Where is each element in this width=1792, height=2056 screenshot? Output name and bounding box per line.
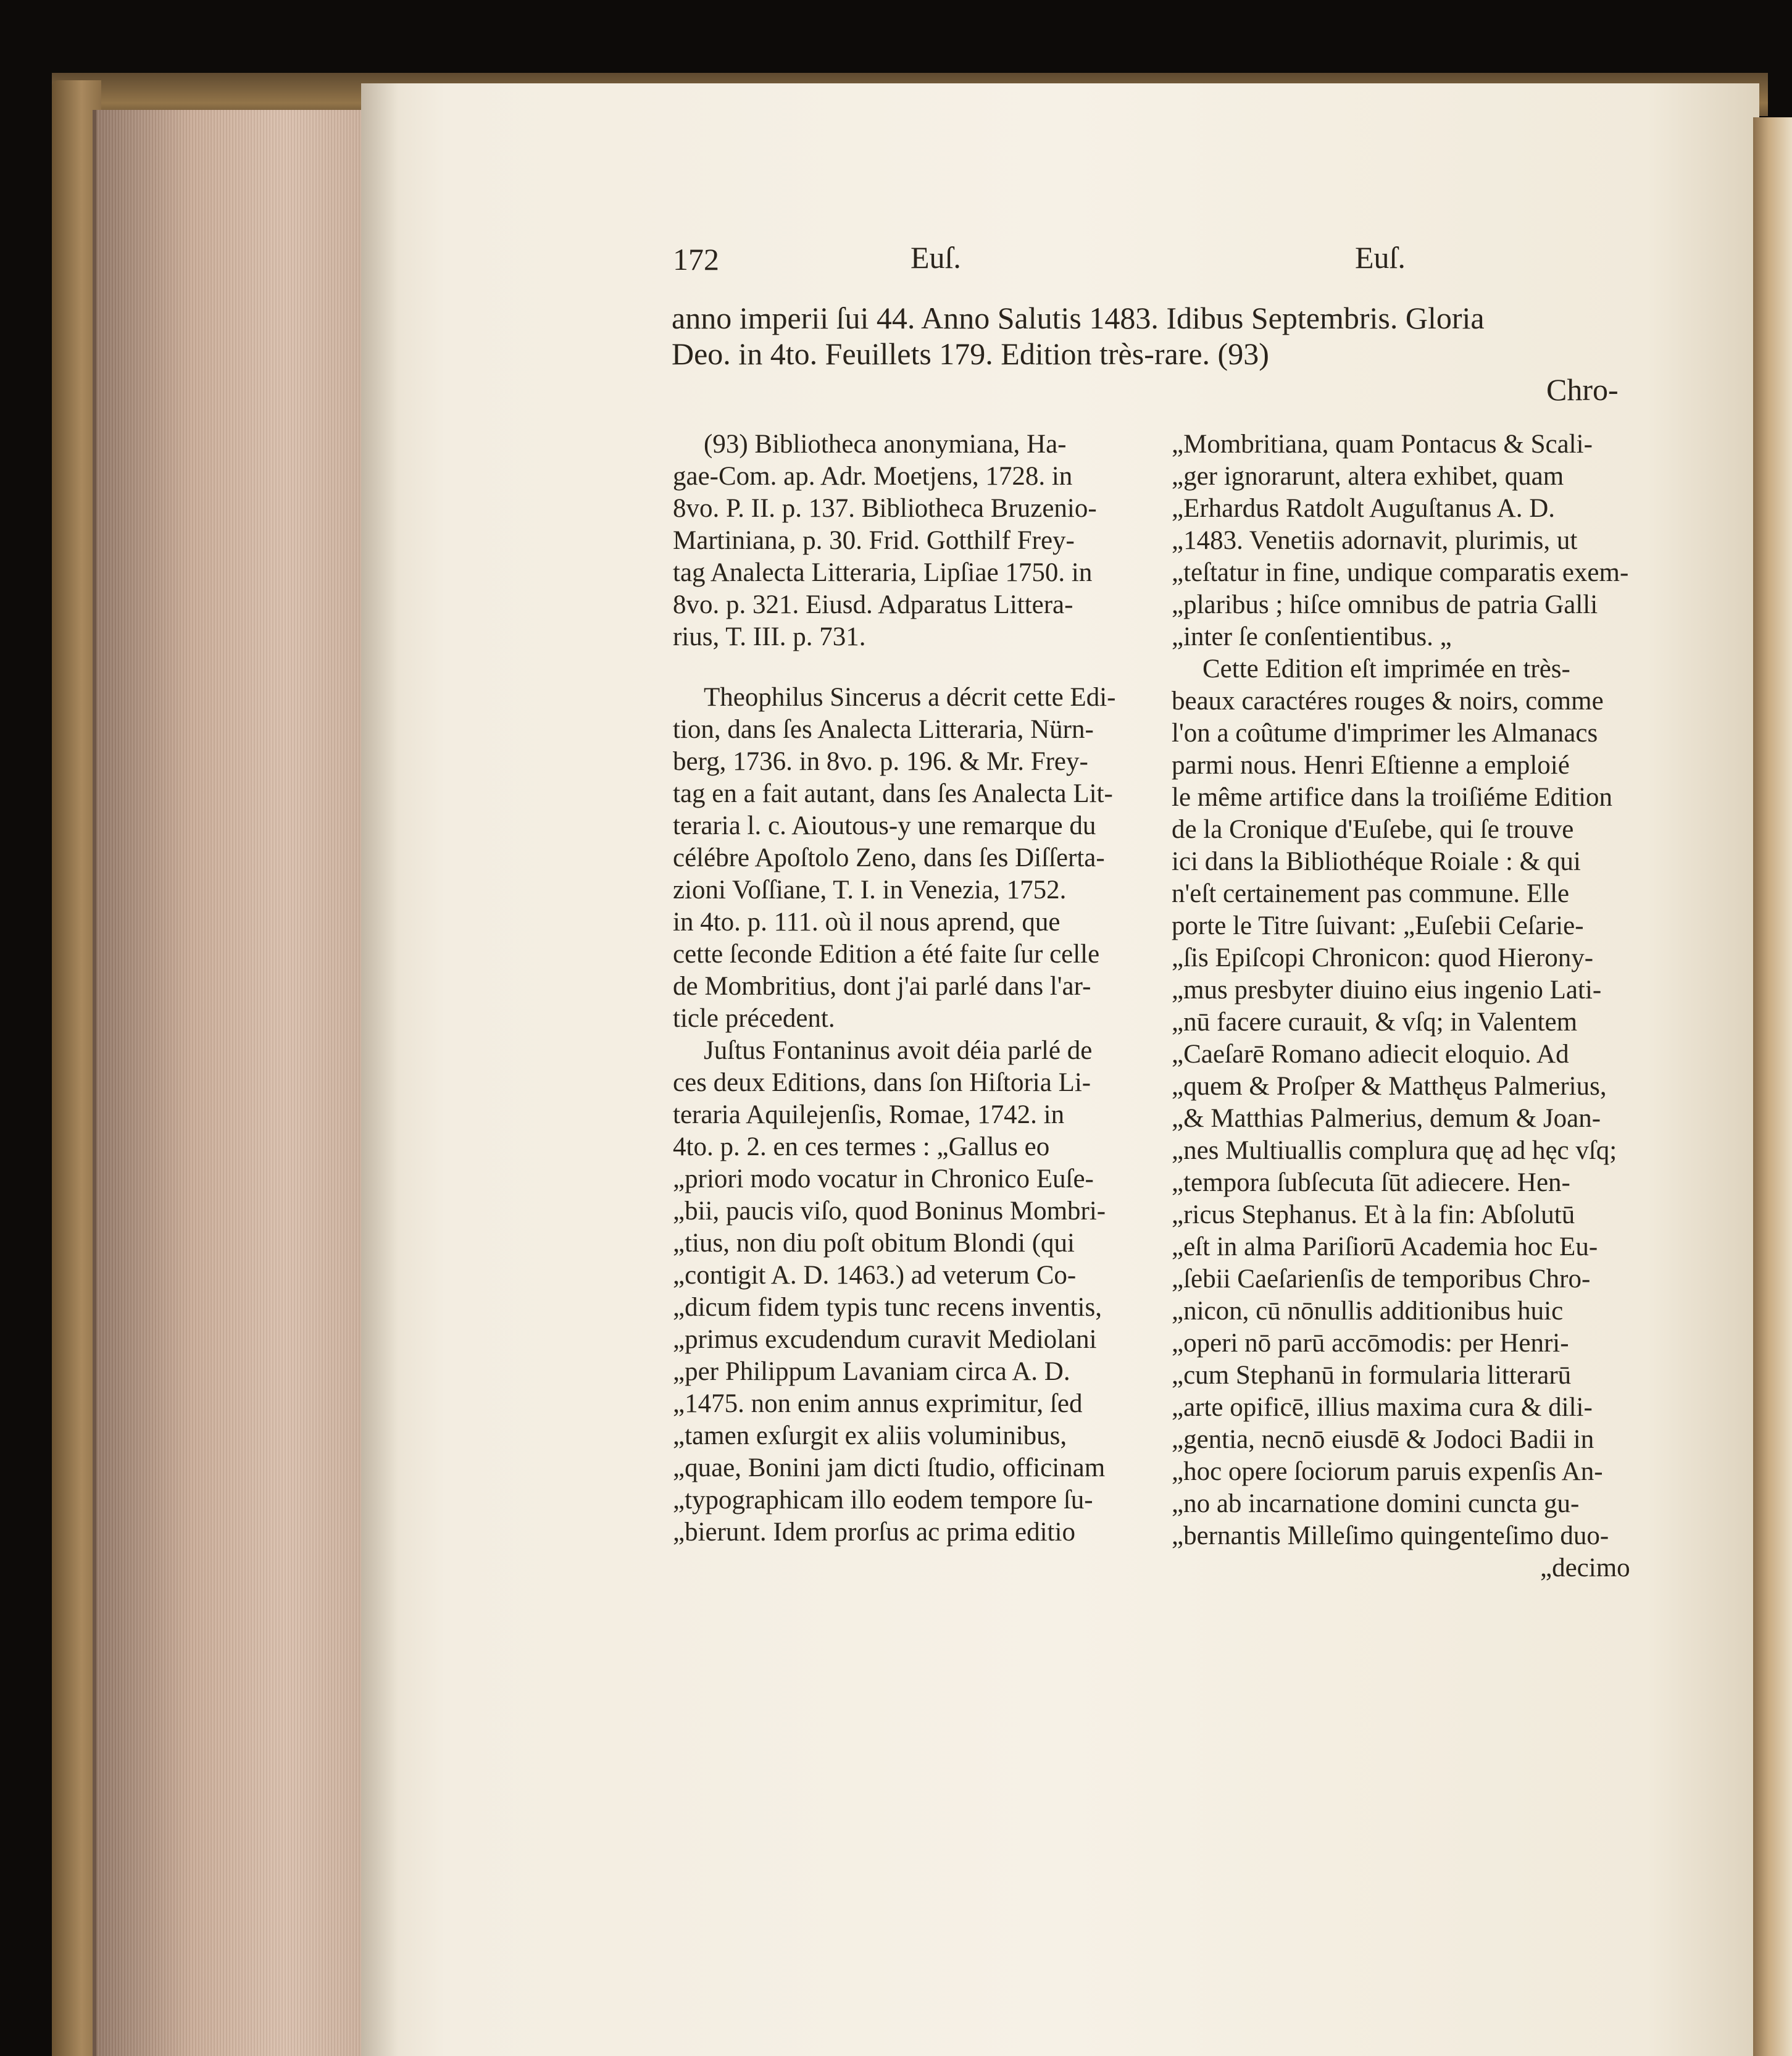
right-line: „ſebii Caeſarienſis de temporibus Chro- — [1172, 1264, 1591, 1293]
right-line: parmi nous. Henri Eſtienne a emploié — [1172, 751, 1570, 780]
left-line: de Mombritius, dont j'ai parlé dans l'ar- — [673, 972, 1091, 1001]
page-number: 172 — [673, 242, 719, 277]
right-line: „Mombritiana, quam Pontacus & Scali- — [1172, 430, 1593, 459]
catchword: Chro- — [1546, 372, 1619, 407]
left-line: „bii, paucis viſo, quod Boninus Mombri- — [673, 1197, 1106, 1226]
right-line: „mus presbyter diuino eius ingenio Lati- — [1172, 976, 1602, 1005]
left-line: „contigit A. D. 1463.) ad veterum Co- — [673, 1261, 1077, 1290]
left-line: tag Analecta Litteraria, Lipſiae 1750. in — [673, 558, 1093, 587]
right-line: „& Matthias Palmerius, demum & Joan- — [1172, 1104, 1601, 1133]
left-line: 4to. p. 2. en ces termes : „Gallus eo — [673, 1132, 1050, 1161]
left-line: „dicum fidem typis tunc recens inventis, — [673, 1293, 1102, 1322]
right-line: „teſtatur in fine, undique comparatis exem- — [1172, 558, 1629, 587]
right-line: „Caeſarē Romano adiecit eloquio. Ad — [1172, 1040, 1569, 1069]
right-line: „nes Multiuallis complura quę ad hęc vſq; — [1172, 1136, 1617, 1165]
right-line: „tempora ſubſecuta ſūt adiecere. Hen- — [1172, 1168, 1570, 1197]
right-line: ici dans la Bibliothéque Roiale : & qui — [1172, 847, 1581, 876]
right-line: „plaribus ; hiſce omnibus de patria Galli — [1172, 590, 1598, 619]
left-line: cette ſeconde Edition a été faite ſur celle — [673, 940, 1100, 969]
left-line: Juſtus Fontaninus avoit déia parlé de — [704, 1036, 1093, 1065]
left-line: zioni Voſſiane, T. I. in Venezia, 1752. — [673, 875, 1067, 905]
right-line: Cette Edition eſt imprimée en très- — [1202, 654, 1570, 683]
right-line: n'eſt certainement pas commune. Elle — [1172, 879, 1570, 908]
right-line: „gentia, necnō eiusdē & Jodoci Badii in — [1172, 1425, 1594, 1454]
right-line: „arte opificē, illius maxima cura & dili- — [1172, 1393, 1593, 1422]
right-line: l'on a coûtume d'imprimer les Almanacs — [1172, 719, 1598, 748]
right-line: porte le Titre ſuivant: „Euſebii Ceſarie- — [1172, 911, 1584, 940]
left-line: ces deux Editions, dans ſon Hiſtoria Li- — [673, 1068, 1091, 1097]
left-line: teraria Aquilejenſis, Romae, 1742. in — [673, 1100, 1065, 1129]
left-line: rius, T. III. p. 731. — [673, 622, 866, 651]
right-line: le même artifice dans la troiſiéme Edition — [1172, 783, 1613, 812]
running-title-right: Euſ. — [1355, 240, 1406, 275]
left-line: „primus excudendum curavit Mediolani — [673, 1325, 1097, 1354]
left-line: berg, 1736. in 8vo. p. 196. & Mr. Frey- — [673, 747, 1088, 776]
left-line: „typographicam illo eodem tempore ſu- — [673, 1486, 1093, 1515]
left-line: „tius, non diu poſt obitum Blondi (qui — [673, 1229, 1075, 1258]
left-line: tag en a fait autant, dans ſes Analecta Lit- — [673, 779, 1113, 808]
left-line: célébre Apoſtolo Zeno, dans ſes Diſſerta- — [673, 843, 1105, 872]
left-line: „per Philippum Lavaniam circa A. D. — [673, 1357, 1070, 1386]
left-line: ticle précedent. — [673, 1004, 835, 1033]
right-catchword: „decimo — [1540, 1553, 1630, 1582]
right-line: „nicon, cū nōnullis additionibus huic — [1172, 1297, 1564, 1326]
top-text-line-2: Deo. in 4to. Feuillets 179. Edition très-rare. (93) — [672, 336, 1269, 371]
left-line: gae-Com. ap. Adr. Moetjens, 1728. in — [673, 462, 1073, 491]
left-line: in 4to. p. 111. où il nous aprend, que — [673, 908, 1061, 937]
right-line: „no ab incarnatione domini cuncta gu- — [1172, 1489, 1580, 1518]
left-line: „1475. non enim annus exprimitur, ſed — [673, 1389, 1083, 1418]
right-line: „ricus Stephanus. Et à la fin: Abſolutū — [1172, 1200, 1575, 1229]
right-line: „bernantis Milleſimo quingenteſimo duo- — [1172, 1521, 1609, 1550]
left-line: 8vo. p. 321. Eiusd. Adparatus Littera- — [673, 590, 1073, 619]
right-line: „nū facere curauit, & vſq; in Valentem — [1172, 1008, 1578, 1037]
right-line: „inter ſe conſentientibus. „ — [1172, 622, 1452, 651]
right-line: „cum Stephanū in formularia litterarū — [1172, 1361, 1572, 1390]
right-line: beaux caractéres rouges & noirs, comme — [1172, 687, 1604, 716]
left-line: (93) Bibliotheca anonymiana, Ha- — [704, 430, 1067, 459]
left-line: 8vo. P. II. p. 137. Bibliotheca Bruzenio- — [673, 494, 1097, 523]
left-line: „quae, Bonini jam dicti ſtudio, officinam — [673, 1453, 1106, 1482]
left-line: „tamen exſurgit ex aliis voluminibus, — [673, 1421, 1067, 1450]
left-line: Theophilus Sincerus a décrit cette Edi- — [704, 683, 1116, 712]
running-title-left: Euſ. — [911, 240, 961, 275]
right-line: „ſis Epiſcopi Chronicon: quod Hierony- — [1172, 943, 1594, 972]
right-line: „eſt in alma Pariſiorū Academia hoc Eu- — [1172, 1232, 1598, 1261]
left-line: teraria l. c. Aioutous-y une remarque du — [673, 811, 1096, 840]
right-line: „Erhardus Ratdolt Auguſtanus A. D. — [1172, 494, 1556, 523]
left-line: „bierunt. Idem prorſus ac prima editio — [673, 1518, 1075, 1547]
left-line: Martiniana, p. 30. Frid. Gotthilf Frey- — [673, 526, 1075, 555]
top-text-line-1: anno imperii ſui 44. Anno Salutis 1483. Idibus Septembris. Gloria — [672, 301, 1485, 335]
right-line: „ger ignorarunt, altera exhibet, quam — [1172, 462, 1564, 491]
right-line: „operi nō parū accōmodis: per Henri- — [1172, 1329, 1569, 1358]
left-line: tion, dans ſes Analecta Litteraria, Nürn- — [673, 715, 1094, 744]
left-line: „priori modo vocatur in Chronico Euſe- — [673, 1164, 1094, 1193]
right-line: „1483. Venetiis adornavit, plurimis, ut — [1172, 526, 1578, 555]
right-line: de la Cronique d'Euſebe, qui ſe trouve — [1172, 815, 1574, 844]
right-line: „quem & Proſper & Matthęus Palmerius, — [1172, 1072, 1607, 1101]
right-line: „hoc opere ſociorum paruis expenſis An- — [1172, 1457, 1603, 1486]
